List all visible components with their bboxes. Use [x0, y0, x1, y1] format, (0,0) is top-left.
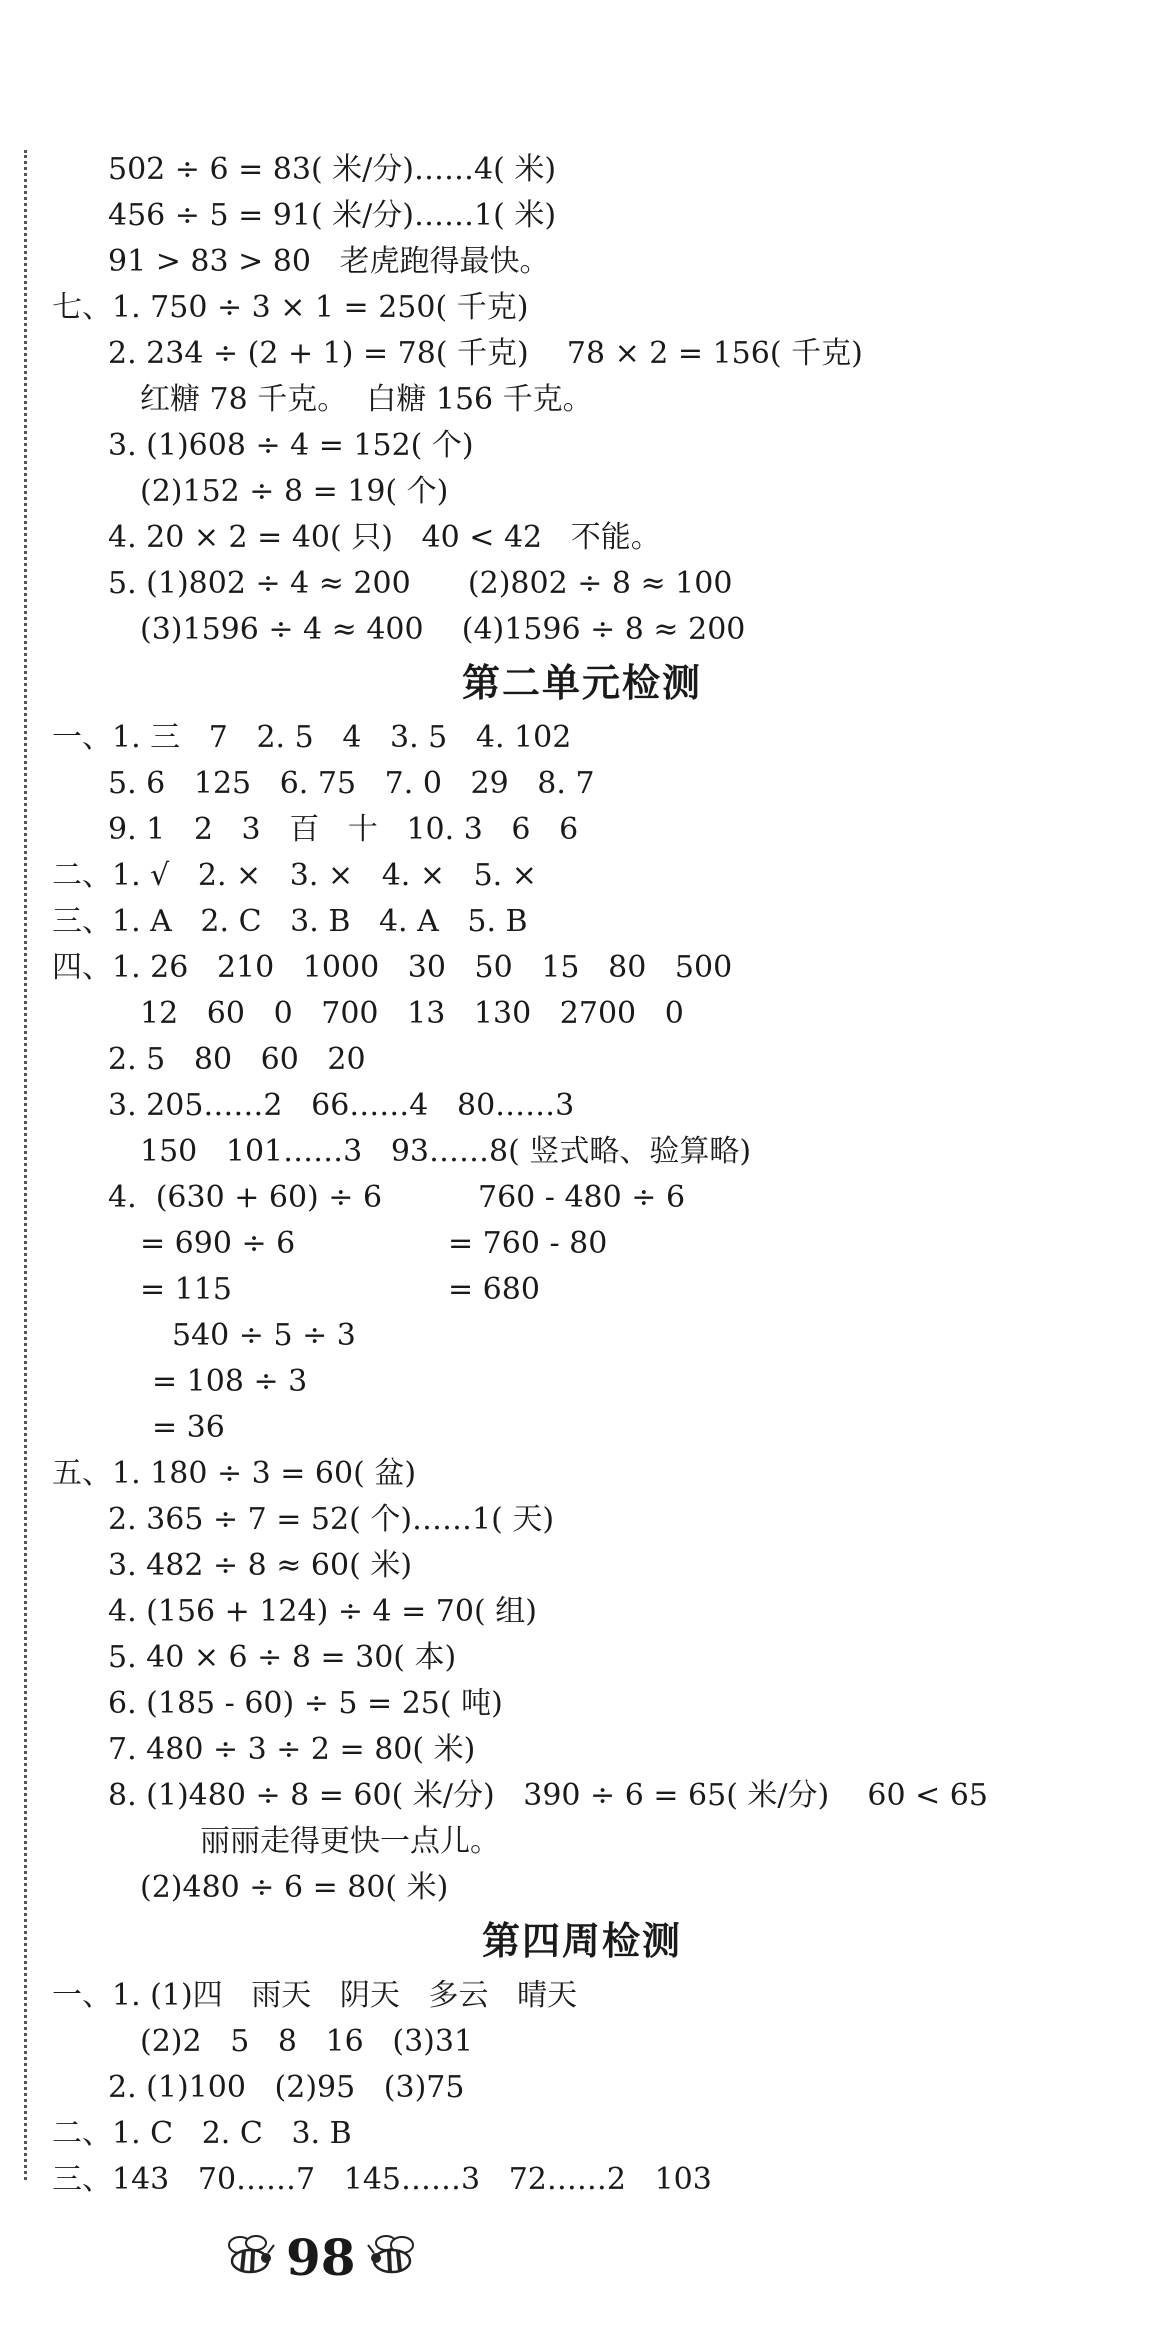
answer-line: 七、1. 750 ÷ 3 × 1 = 250( 千克) [52, 290, 529, 325]
answer-line: 3. 205……2 66……4 80……3 [108, 1088, 575, 1123]
answer-line: 二、1. C 2. C 3. B [52, 2116, 352, 2151]
answer-line: 四、1. 26 210 1000 30 50 15 80 500 [52, 950, 733, 985]
answer-line: 6. (185 - 60) ÷ 5 = 25( 吨) [108, 1686, 503, 1721]
binding-dotted-line [24, 150, 27, 2180]
answer-line: 五、1. 180 ÷ 3 = 60( 盆) [52, 1456, 417, 1491]
answer-line: = 115 [140, 1272, 232, 1307]
answer-line: 5. 6 125 6. 75 7. 0 29 8. 7 [108, 766, 595, 801]
answer-line: 540 ÷ 5 ÷ 3 [172, 1318, 356, 1353]
answer-line: 5. 40 × 6 ÷ 8 = 30( 本) [108, 1640, 457, 1675]
answer-line: 2. 234 ÷ (2 + 1) = 78( 千克) 78 × 2 = 156( 千克) [108, 336, 863, 371]
answer-line: 760 - 480 ÷ 6 [478, 1180, 686, 1215]
answer-line: 9. 1 2 3 百 十 10. 3 6 6 [108, 812, 579, 847]
answer-line: 4. 20 × 2 = 40( 只) 40 < 42 不能。 [108, 520, 661, 555]
section-heading: 第二单元检测 [461, 661, 702, 705]
answer-line: 2. 5 80 60 20 [108, 1042, 366, 1077]
answer-line: (3)1596 ÷ 4 ≈ 400 (4)1596 ÷ 8 ≈ 200 [140, 612, 746, 647]
answer-line: (2)2 5 8 16 (3)31 [140, 2024, 474, 2059]
page-footer [222, 2222, 420, 2292]
answer-line: = 108 ÷ 3 [152, 1364, 308, 1399]
answer-line: 4. (156 + 124) ÷ 4 = 70( 组) [108, 1594, 537, 1629]
bee-icon [222, 2233, 278, 2281]
answer-line: 12 60 0 700 13 130 2700 0 [140, 996, 684, 1031]
answer-line: 2. (1)100 (2)95 (3)75 [108, 2070, 465, 2105]
answer-line: 丽丽走得更快一点儿。 [200, 1824, 500, 1859]
answer-line: 一、1. (1)四 雨天 阴天 多云 晴天 [52, 1978, 578, 2013]
section-heading: 第四周检测 [481, 1919, 682, 1963]
answer-line: 2. 365 ÷ 7 = 52( 个)……1( 天) [108, 1502, 555, 1537]
answer-line: 3. 482 ÷ 8 ≈ 60( 米) [108, 1548, 413, 1583]
answer-line: 3. (1)608 ÷ 4 = 152( 个) [108, 428, 474, 463]
answer-line: = 680 [448, 1272, 540, 1307]
answer-line: (2)152 ÷ 8 = 19( 个) [140, 474, 449, 509]
answer-line: 5. (1)802 ÷ 4 ≈ 200 (2)802 ÷ 8 ≈ 100 [108, 566, 733, 601]
answer-line: 502 ÷ 6 = 83( 米/分)……4( 米) [108, 152, 557, 187]
answer-line: 8. (1)480 ÷ 8 = 60( 米/分) 390 ÷ 6 = 65( 米/分) 60 < 65 [108, 1778, 988, 1813]
answer-line: 二、1. √ 2. × 3. × 4. × 5. × [52, 858, 537, 893]
answer-line: 红糖 78 千克。 白糖 156 千克。 [140, 382, 593, 417]
answer-line: (2)480 ÷ 6 = 80( 米) [140, 1870, 449, 1905]
answer-line: 一、1. 三 7 2. 5 4 3. 5 4. 102 [52, 720, 572, 755]
answer-line: = 36 [152, 1410, 225, 1445]
answer-line: = 690 ÷ 6 [140, 1226, 296, 1261]
bee-icon [364, 2233, 420, 2281]
answer-line: 150 101……3 93……8( 竖式略、验算略) [140, 1134, 752, 1169]
answer-line: 4. (630 + 60) ÷ 6 [108, 1180, 383, 1215]
answer-line: = 760 - 80 [448, 1226, 608, 1261]
answer-line: 三、1. A 2. C 3. B 4. A 5. B [52, 904, 528, 939]
answer-line: 91 > 83 > 80 老虎跑得最快。 [108, 244, 550, 279]
page-number: 98 [286, 2227, 356, 2287]
answer-line: 7. 480 ÷ 3 ÷ 2 = 80( 米) [108, 1732, 476, 1767]
answer-line: 三、143 70……7 145……3 72……2 103 [52, 2162, 712, 2197]
answer-line: 456 ÷ 5 = 91( 米/分)……1( 米) [108, 198, 557, 233]
